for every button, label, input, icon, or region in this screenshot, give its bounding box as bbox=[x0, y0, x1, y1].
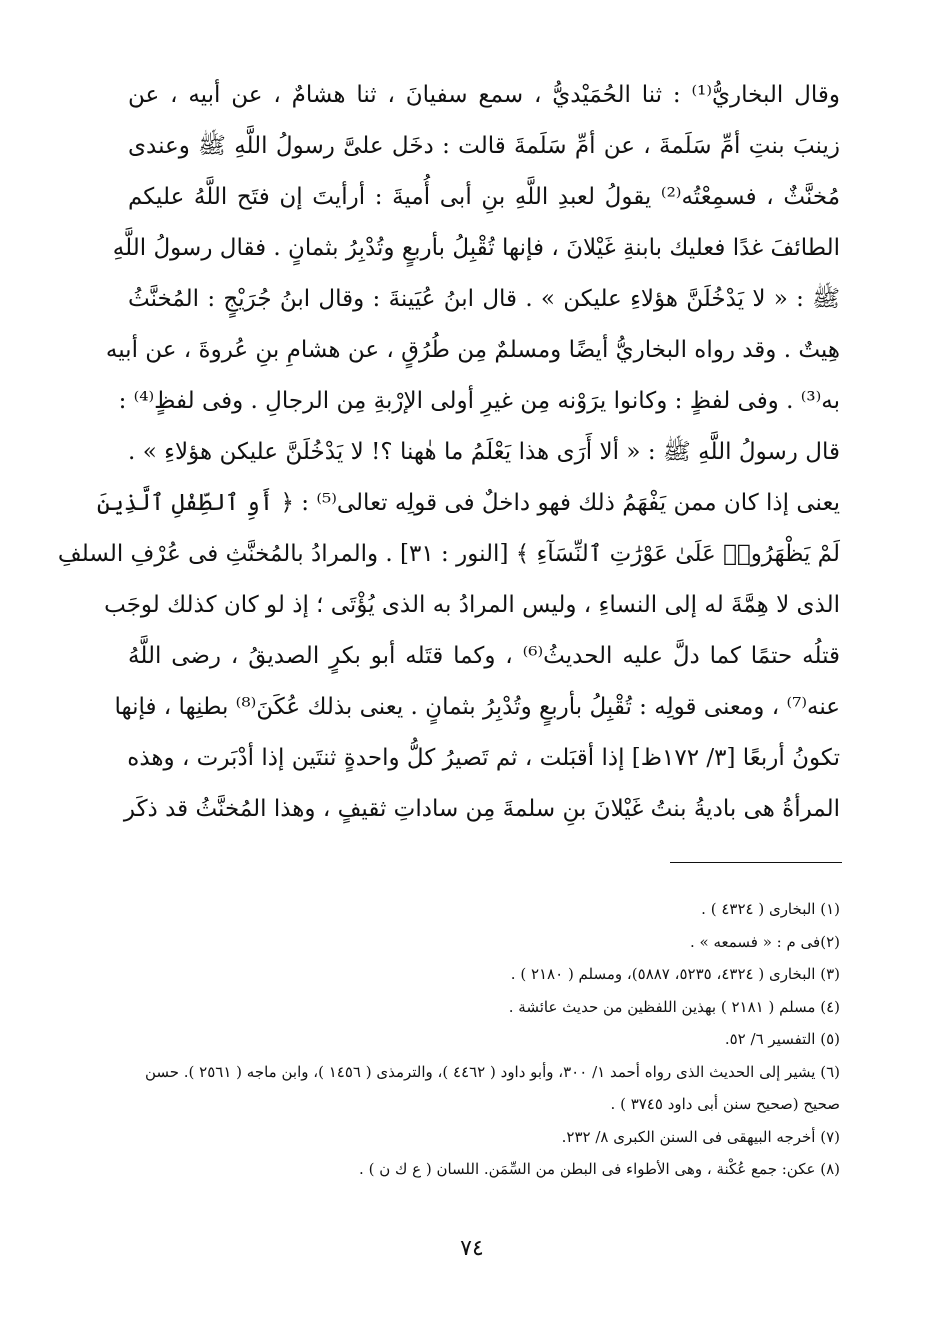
footnote-divider bbox=[670, 862, 842, 863]
main-text bbox=[57, 70, 841, 835]
text-line: وقال البخاريُّ⁽¹⁾ : ثنا الحُمَيْديُّ ، سمع سفيانَ ، ثنا هشامٌ ، عن أبيه ، عن bbox=[128, 82, 840, 108]
footnote: (٤) مسلم ( ٢١٨١ ) بهذين اللفظين من حديث عائشة . bbox=[508, 997, 840, 1016]
footnotes bbox=[128, 893, 840, 1186]
text-line: تكونُ أربعًا [٣/ ١٧٢ظ] إذا أقبَلت ، ثم تَصيرُ كلُّ واحدةٍ ثنتَين إذا أدْبَرت ، وهذه bbox=[127, 745, 840, 771]
footnote: (٢)فى م : « فسمعه » . bbox=[689, 932, 840, 951]
text-line: عنه⁽⁷⁾ ، ومعنى قولِه : تُقْبِلُ بأربعٍ وتُدْبِرُ بثمانٍ . يعنى بذلك عُكَنَ⁽⁸⁾ بطنِها ، فإنها bbox=[114, 694, 840, 720]
text-line: ﷺ : « لا يَدْخُلَنَّ هؤلاءِ عليكن » . قال ابنُ عُيَينةَ : وقال ابنُ جُرَيْجٍ : المُخنَّثُ bbox=[128, 286, 840, 312]
text-line: به⁽³⁾ . وفى لفظٍ : وكانوا يرَوْنه مِن غيرِ أولى الإرْبةِ مِن الرجالِ . وفى لفظٍ⁽⁴⁾ : bbox=[118, 388, 840, 414]
text-line: المرأةُ هى باديةُ بنتُ غَيْلانَ بنِ سلمةَ مِن ساداتِ ثقيفٍ ، وهذا المُخنَّثُ قد ذكَر bbox=[123, 796, 840, 822]
text-line: قال رسولُ اللَّهِ ﷺ : « ألا أَرَى هذا يَعْلَمُ ما هٰهنا ؟! لا يَدْخُلَنَّ عليكن هؤلاءِ » . bbox=[128, 439, 840, 465]
text-line: الذى لا هِمَّةَ له إلى النساءِ ، وليس المرادُ به الذى يُؤْتَى ؛ إذ لو كان كذلك لوجَب bbox=[104, 592, 840, 618]
footnote: (٥) التفسير ٦/ ٥٢. bbox=[724, 1030, 840, 1048]
text-line: هِيتٌ . وقد رواه البخاريُّ أيضًا ومسلمٌ مِن طُرُقٍ ، عن هشامِ بنِ عُروةَ ، عن أبيه bbox=[105, 337, 840, 363]
text-line: قتلُه حتمًا كما دلَّ عليه الحديثُ⁽⁶⁾ ، وكما قتَله أبو بكرٍ الصديقُ ، رضى اللَّهُ bbox=[128, 643, 841, 669]
text-line: يعنى إذا كان ممن يَفْهَمُ ذلك فهو داخلٌ فى قولِه تعالى⁽⁵⁾ : ﴿ أَوِ ٱلطِّفْلِ ٱلَّذِينَ bbox=[96, 490, 840, 516]
footnote: (٦) يشير إلى الحديث الذى رواه أحمد ١/ ٣٠٠، وأبو داود ( ٤٤٦٢ )، والترمذى ( ١٤٥٦ )، وابن ماجه ( ٢٥٦١ ). حسن صحيح (صحيح سنن أبى داود ٣٧٤٥ ) . bbox=[144, 1062, 840, 1113]
page-number: ٧٤ bbox=[460, 1236, 484, 1261]
text-line: لَمْ يَظْهَرُوا۟ عَلَىٰ عَوْرَٰتِ ٱلنِّسَآءِ ﴾ [النور : ٣١] . والمرادُ بالمُخنَّثِ فى عُرْفِ السلفِ bbox=[57, 541, 840, 567]
text-line: مُخنَّثٌ ، فسمِعْتُه⁽²⁾ يقولُ لعبدِ اللَّهِ بنِ أبى أُميةَ : أرأيتَ إن فتَح اللَّهُ عليكم bbox=[128, 184, 841, 210]
text-line: الطائفَ غدًا فعليك بابنةِ غَيْلانَ ، فإنها تُقْبِلُ بأربعٍ وتُدْبِرُ بثمانٍ . فقال رسولُ اللَّهِ bbox=[112, 235, 840, 261]
footnote: (٧) أخرجه البيهقى فى السنن الكبرى ٨/ ٢٣٢. bbox=[561, 1127, 840, 1146]
footnote: (٣) البخارى ( ٤٣٢٤، ٥٢٣٥، ٥٨٨٧)، ومسلم ( ٢١٨٠ ) . bbox=[510, 965, 840, 983]
footnote: (١) البخارى ( ٤٣٢٤ ) . bbox=[701, 900, 840, 918]
footnote: (٨) عكن: جمع عُكْنة ، وهى الأطواء فى البطن من السِّمَن. اللسان ( ع ك ن ) . bbox=[359, 1160, 840, 1178]
text-line: زينبَ بنتِ أمِّ سَلَمةَ ، عن أمِّ سَلَمةَ قالت : دخَل علىَّ رسولُ اللَّهِ ﷺ وعندى bbox=[128, 133, 840, 159]
